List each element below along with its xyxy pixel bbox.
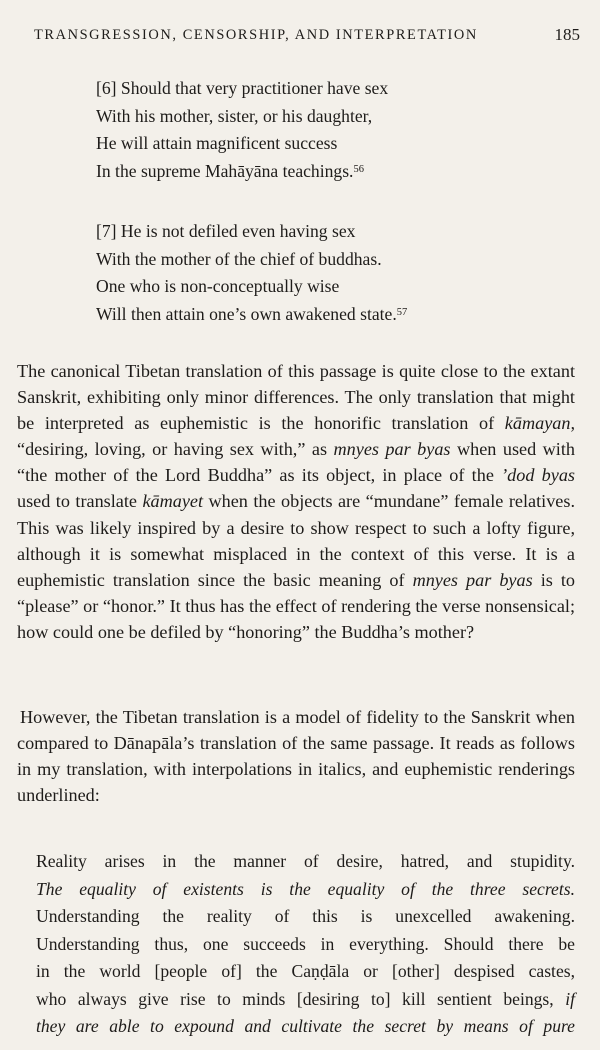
term-kamayan: kāmayan, bbox=[504, 413, 575, 434]
text-run: when used with “the mother of the Lord Buddha” as its object, in place of the bbox=[17, 439, 575, 486]
term-mnyes-par-byas: mnyes par byas bbox=[333, 439, 451, 460]
text-run: is to “please” or “honor.” It thus has the effect of rendering the verse nonsensical; how could one be defiled by “honoring” the Buddha’s mother? bbox=[17, 569, 575, 642]
text-run: used to translate bbox=[17, 491, 143, 512]
verse-line: [7] He is not defiled even having sex bbox=[96, 221, 356, 241]
extract-line-italic: The equality of existents is the equality of the three secrets. bbox=[36, 878, 575, 899]
extract-line-italic: they are able to expound and cultivate the secret by means of pure bbox=[36, 1016, 575, 1036]
text-run: “desiring, loving, or having sex with,” as bbox=[17, 439, 334, 460]
text-run-italic: if bbox=[565, 988, 575, 1009]
verse-line: With the mother of the chief of buddhas. bbox=[96, 248, 382, 269]
verse-line-text: In the supreme Mahāyāna teachings. bbox=[96, 160, 354, 181]
extract-line: Understanding thus, one succeeds in everything. Should there be bbox=[36, 933, 575, 954]
extract-line: in the world [people of] the Caṇḍāla or [other] despised castes, bbox=[36, 961, 575, 981]
verse-line: [6] Should that very practitioner have sex bbox=[96, 78, 389, 98]
term-mnyes-par-byas: mnyes par byas bbox=[412, 569, 533, 590]
text-run: when the objects are “mundane” female relatives. This was likely inspired by a desire to show respect to such a lofty figure, although it is somewhat misplaced in the context of this verse. It is a euphemistic translation since the basic meaning of bbox=[17, 491, 575, 590]
footnote-ref-56[interactable]: 56 bbox=[353, 163, 364, 175]
verse-6 bbox=[96, 75, 388, 185]
paragraph-fidelity bbox=[17, 704, 575, 808]
verse-line: He will attain magnificent success bbox=[96, 133, 338, 153]
text-run: However, the Tibetan translation is a model of fidelity to the Sanskrit when compared to Dānapāla’s translation of the same passage. It reads as follows in my translation, with interpolations in italics, and euphemistic renderings underlined: bbox=[17, 707, 575, 806]
verse-line: With his mother, sister, or his daughter, bbox=[96, 105, 373, 126]
extract-line bbox=[36, 986, 575, 1014]
extract-line: Understanding the reality of this is unexcelled awakening. bbox=[36, 906, 575, 926]
block-quote-translation bbox=[36, 848, 575, 1041]
page-number: 185 bbox=[554, 25, 580, 44]
running-head bbox=[34, 25, 580, 49]
footnote-ref-57[interactable]: 57 bbox=[396, 306, 408, 318]
extract-line: Reality arises in the manner of desire, hatred, and stupidity. bbox=[36, 851, 575, 871]
text-run: who always give rise to minds [desiring to] kill sentient beings, bbox=[36, 988, 566, 1009]
text-run: The canonical Tibetan translation of this passage is quite close to the extant Sanskrit, exhibiting only minor differences. The only translation that might be interpreted as euphemistic is the honorific translation of bbox=[17, 361, 575, 434]
paragraph-tibetan-translation bbox=[17, 358, 575, 645]
term-kamayet: kāmayet bbox=[142, 491, 204, 512]
verse-line-text: Will then attain one’s own awakened state. bbox=[96, 303, 397, 324]
term-dod-byas: ’dod byas bbox=[501, 465, 575, 486]
verse-line bbox=[96, 158, 388, 186]
verse-line bbox=[96, 301, 407, 329]
verse-line: One who is non-conceptually wise bbox=[96, 276, 340, 296]
verse-7 bbox=[96, 218, 407, 328]
running-title: TRANSGRESSION, CENSORSHIP, AND INTERPRETATION bbox=[34, 27, 478, 43]
